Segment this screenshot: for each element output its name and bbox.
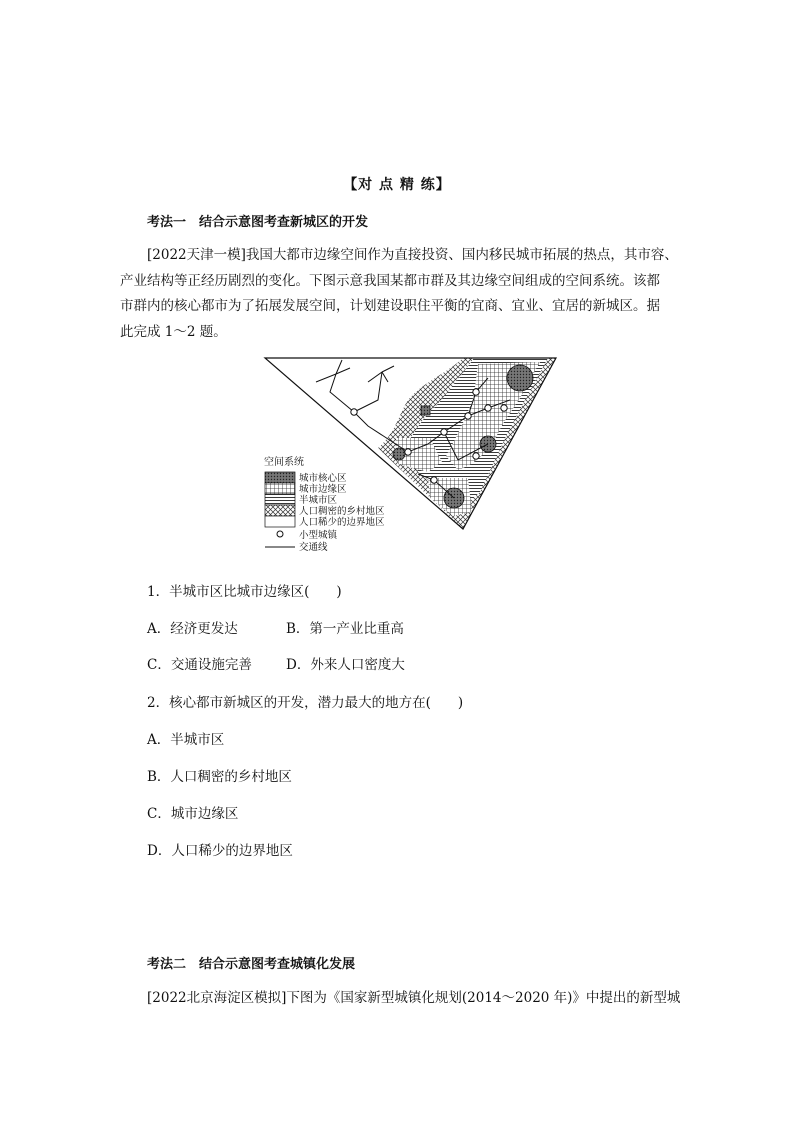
legend-swatch-fringe bbox=[265, 483, 295, 494]
spatial-system-figure bbox=[258, 352, 563, 562]
core-area-1 bbox=[507, 365, 533, 391]
legend-swatch-border bbox=[265, 516, 295, 527]
question-2-option-a: A．半城市区 bbox=[147, 732, 225, 748]
intro-line-2: 产业结构等正经历剧烈的变化。下图示意我国某都市群及其边缘空间组成的空间系统。该都 bbox=[120, 272, 660, 289]
method1-intro bbox=[120, 243, 687, 345]
legend-swatch-town bbox=[277, 531, 283, 537]
question-2-stem: 2．核心都市新城区的开发，潜力最大的地方在( ) bbox=[147, 695, 464, 711]
question-1-option-c: C．交通设施完善 bbox=[147, 657, 252, 673]
question-1-option-b: B．第一产业比重高 bbox=[286, 621, 404, 637]
legend-title: 空间系统 bbox=[264, 457, 304, 468]
intro-line-1: [2022天津一模]我国大都市边缘空间作为直接投资、国内移民城市拓展的热点，其市容、 bbox=[147, 247, 678, 263]
legend-swatch-core bbox=[265, 472, 295, 483]
legend-label-core: 城市核心区 bbox=[299, 473, 347, 484]
core-area-4 bbox=[393, 448, 405, 460]
question-1-option-d: D．外来人口密度大 bbox=[286, 657, 405, 673]
question-2-option-c: C．城市边缘区 bbox=[147, 806, 239, 822]
core-area-5 bbox=[421, 406, 430, 415]
legend-swatch-rural-dense bbox=[265, 505, 295, 516]
legend-swatch-semi-urban bbox=[265, 494, 295, 505]
question-1-stem: 1．半城市区比城市边缘区( ) bbox=[147, 584, 342, 600]
question-2-option-d: D．人口稀少的边界地区 bbox=[147, 843, 293, 859]
legend-label-transport: 交通线 bbox=[299, 542, 328, 553]
legend-label-border: 人口稀少的边界地区 bbox=[299, 517, 385, 528]
legend-label-town: 小型城镇 bbox=[299, 530, 338, 541]
legend-label-rural-dense: 人口稠密的乡村地区 bbox=[299, 506, 385, 517]
question-1-option-a: A．经济更发达 bbox=[147, 621, 238, 637]
legend-label-semi-urban: 半城市区 bbox=[299, 495, 338, 506]
section-title: 【对 点 精 练】 bbox=[343, 177, 451, 193]
method1-heading: 考法一 结合示意图考查新城区的开发 bbox=[147, 215, 369, 230]
figure-legend bbox=[264, 455, 385, 553]
method2-heading: 考法二 结合示意图考查城镇化发展 bbox=[147, 957, 356, 972]
question-2-option-b: B．人口稠密的乡村地区 bbox=[147, 769, 292, 785]
legend-label-fringe: 城市边缘区 bbox=[299, 484, 347, 495]
method2-intro: [2022北京海淀区模拟]下图为《国家新型城镇化规划(2014～2020 年)》中提出的新型城 bbox=[147, 990, 681, 1006]
intro-line-4: 此完成 1～2 题。 bbox=[120, 323, 227, 340]
intro-line-3: 市群内的核心都市为了拓展发展空间，计划建设职住平衡的宜商、宜业、宜居的新城区。据 bbox=[120, 298, 660, 314]
